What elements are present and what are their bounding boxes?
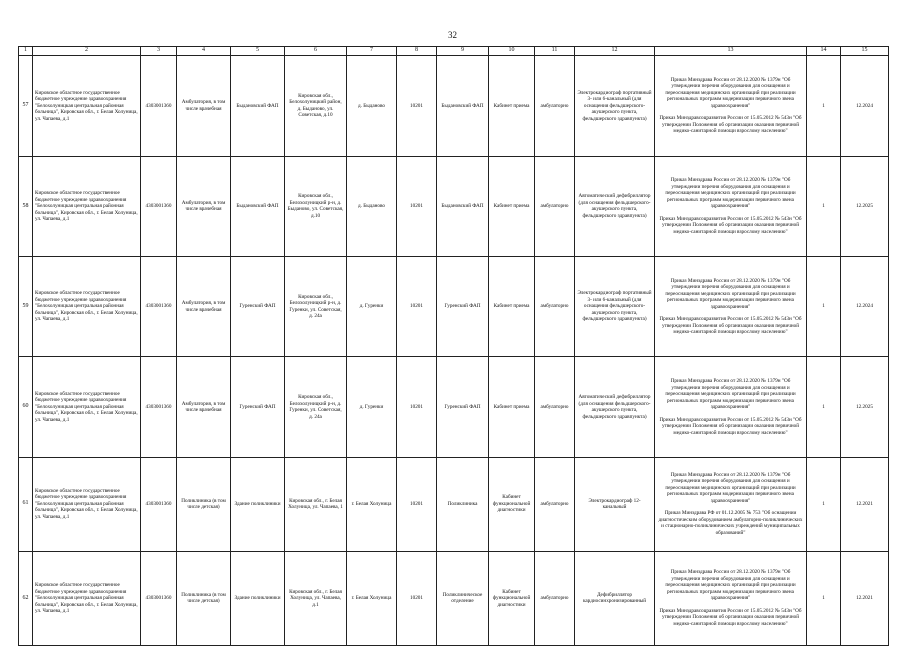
equipment-cell: Дефибриллятор кардиосинхронизированный [575,551,655,645]
row-number: 62 [19,551,33,645]
room-cell: Кабинет функциональной диагностики [489,457,535,551]
table-row [19,357,889,457]
order-text: Приказ Минздрава России от 28.12.2020 № 1379н "Об утверждении перечня оборудования для оснащения и переоснащения медицинских организаций при реализации региональных программ модернизации первичного звена здравоохранения" [665,471,796,504]
inn-cell: 4303001360 [141,551,177,645]
column-number: 1 [19,47,33,56]
organization-cell: Кировское областное государственное бюджетное учреждение здравоохранения "Белохолуницкая центральная районная больница", Кировская обл., г. Белая Холуница, ул. Чапаева, д.1 [33,551,141,645]
inn-cell: 4303001360 [141,457,177,551]
regulatory-order-cell [655,156,807,256]
code-cell: 10201 [397,156,437,256]
room-cell: Кабинет приема [489,256,535,356]
row-number: 60 [19,357,33,457]
column-number: 7 [347,47,397,56]
row-number: 58 [19,156,33,256]
row-number: 61 [19,457,33,551]
code-cell: 10201 [397,56,437,156]
column-number: 11 [535,47,575,56]
order-text: Приказ Минздрава России от 28.12.2020 № 1379н "Об утверждении перечня оборудования для оснащения и переоснащения медицинских организаций при реализации региональных программ модернизации первичного звена здравоохранения" [665,277,796,310]
table-row [19,56,889,156]
table-row [19,256,889,356]
care-form-cell: амбулаторно [535,551,575,645]
subunit-cell: Поликлиника [437,457,489,551]
order-text: Приказ Минздравсоцразвития России от 15.05.2012 № 543н "Об утверждении Положения об организации оказания первичной медико-санитарной помощи взрослому населению" [659,416,802,436]
date-cell: 12.2021 [841,551,889,645]
quantity-cell: 1 [807,156,841,256]
column-number: 5 [231,47,285,56]
subunit-cell: Гуренский ФАП [437,357,489,457]
column-number: 14 [807,47,841,56]
quantity-cell: 1 [807,256,841,356]
inn-cell: 4303001360 [141,56,177,156]
organization-cell: Кировское областное государственное бюджетное учреждение здравоохранения "Белохолуницкая центральная районная больница", Кировская обл., г. Белая Холуница, ул. Чапаева, д.1 [33,457,141,551]
address-cell: Кировская обл., г. Белая Холуница, ул. Чапаева, д.1 [285,551,347,645]
care-form-cell: амбулаторно [535,256,575,356]
column-number: 10 [489,47,535,56]
organization-cell: Кировское областное государственное бюджетное учреждение здравоохранения "Белохолуницкая центральная районная больница", Кировская обл., г. Белая Холуница, ул. Чапаева, д.1 [33,357,141,457]
equipment-cell: Электрокардиограф портативный 3- или 6-канальный (для оснащения фельдшерского-акушерского пункта, фельдшерского здравпункта) [575,56,655,156]
regulatory-order-cell [655,457,807,551]
unit-name-cell: Здание поликлиники [231,457,285,551]
facility-type-cell: Амбулатория, в том числе врачебная [177,56,231,156]
date-cell: 12.2025 [841,357,889,457]
care-form-cell: амбулаторно [535,56,575,156]
inn-cell: 4303001360 [141,357,177,457]
address-cell: Кировская обл., Белохолуницкий р-н, д. Быданово, ул. Советская, д.10 [285,156,347,256]
equipment-cell: Электрокардиограф 12-канальный [575,457,655,551]
unit-name-cell: Быдановский ФАП [231,56,285,156]
code-cell: 10201 [397,457,437,551]
unit-name-cell: Быдановский ФАП [231,156,285,256]
date-cell: 12.2025 [841,156,889,256]
code-cell: 10201 [397,256,437,356]
equipment-cell: Электрокардиограф портативный 3- или 6-канальный (для оснащения фельдшерского-акушерского пункта, фельдшерского здравпункта) [575,256,655,356]
organization-cell: Кировское областное государственное бюджетное учреждение здравоохранения "Белохолуницкая центральная районная больница", Кировская обл., г. Белая Холуница, ул. Чапаева, д.1 [33,256,141,356]
organization-cell: Кировское областное государственное бюджетное учреждение здравоохранения "Белохолуницкая центральная районная больница", Кировская обл., г. Белая Холуница, ул. Чапаева, д.1 [33,56,141,156]
order-text: Приказ Минздравсоцразвития России от 15.05.2012 № 543н "Об утверждении Положения об организации оказания первичной медико-санитарной помощи взрослому населению" [659,316,802,336]
date-cell: 12.2024 [841,56,889,156]
care-form-cell: амбулаторно [535,457,575,551]
care-form-cell: амбулаторно [535,357,575,457]
locality-cell: д. Быданово [347,56,397,156]
regulatory-order-cell [655,357,807,457]
order-text: Приказ Минздравсоцразвития России от 15.05.2012 № 543н "Об утверждении Положения об организации оказания первичной медико-санитарной помощи взрослому населению" [659,215,802,235]
quantity-cell: 1 [807,551,841,645]
subunit-cell: Быдановский ФАП [437,56,489,156]
table-row [19,156,889,256]
facility-type-cell: Поликлиника (в том числе детская) [177,457,231,551]
subunit-cell: Поликлиническое отделение [437,551,489,645]
table-row [19,551,889,645]
facility-type-cell: Поликлиника (в том числе детская) [177,551,231,645]
quantity-cell: 1 [807,56,841,156]
locality-cell: д. Гуренки [347,357,397,457]
order-text: Приказ Минздрава России от 28.12.2020 № 1379н "Об утверждении перечня оборудования для оснащения и переоснащения медицинских организаций при реализации региональных программ модернизации первичного звена здравоохранения" [665,76,796,109]
order-text: Приказ Минздрава России от 28.12.2020 № 1379н "Об утверждении перечня оборудования для оснащения и переоснащения медицинских организаций при реализации региональных программ модернизации первичного звена здравоохранения" [665,177,796,210]
column-number: 9 [437,47,489,56]
room-cell: Кабинет приема [489,56,535,156]
equipment-cell: Автоматический дефибриллятор (для оснащения фельдшерского-акушерского пункта, фельдшерского здравпункта) [575,357,655,457]
order-text: Приказ Минздравсоцразвития России от 15.05.2012 № 543н "Об утверждении Положения об организации оказания первичной медико-санитарной помощи взрослому населению" [659,115,802,135]
column-number: 6 [285,47,347,56]
locality-cell: д. Гуренки [347,256,397,356]
quantity-cell: 1 [807,457,841,551]
row-number: 57 [19,56,33,156]
column-number: 3 [141,47,177,56]
care-form-cell: амбулаторно [535,156,575,256]
address-cell: Кировская обл., Белохолуницкий р-н, д. Гуренки, ул. Советская, д. 24а [285,256,347,356]
order-text: Приказ Минздрава России от 28.12.2020 № 1379н "Об утверждении перечня оборудования для оснащения и переоснащения медицинских организаций при реализации региональных программ модернизации первичного звена здравоохранения" [665,378,796,410]
unit-name-cell: Гуренский ФАП [231,256,285,356]
date-cell: 12.2021 [841,457,889,551]
code-cell: 10201 [397,551,437,645]
room-cell: Кабинет функциональной диагностики [489,551,535,645]
facility-type-cell: Амбулатория, в том числе врачебная [177,156,231,256]
address-cell: Кировская обл., Белохолуницкий р-н, д. Гуренки, ул. Советская, д. 24а [285,357,347,457]
subunit-cell: Гуренский ФАП [437,256,489,356]
order-text: Приказ Минздравсоцразвития России от 15.05.2012 № 543н "Об утверждении Положения об организации оказания первичной медико-санитарной помощи взрослому населению" [659,607,802,627]
date-cell: 12.2024 [841,256,889,356]
address-cell: Кировская обл., г. Белая Холуница, ул. Чапаева, 1 [285,457,347,551]
code-cell: 10201 [397,357,437,457]
unit-name-cell: Здание поликлиники [231,551,285,645]
room-cell: Кабинет приема [489,357,535,457]
unit-name-cell: Гуренский ФАП [231,357,285,457]
subunit-cell: Быдановский ФАП [437,156,489,256]
locality-cell: г. Белая Холуница [347,457,397,551]
facility-type-cell: Амбулатория, в том числе врачебная [177,357,231,457]
locality-cell: г. Белая Холуница [347,551,397,645]
table-row [19,457,889,551]
regulatory-order-cell [655,56,807,156]
regulatory-order-cell [655,551,807,645]
column-number: 4 [177,47,231,56]
column-number-row [19,47,889,56]
column-number: 15 [841,47,889,56]
address-cell: Кировская обл., Белохолуницкий район, д. Быданово, ул. Советская, д.10 [285,56,347,156]
column-number: 2 [33,47,141,56]
order-text: Приказ Минздрава РФ от 01.12.2005 № 753 "Об оснащении диагностическим оборудованием амбулаторно-поликлинических и стационарно-поликлинических учреждений муниципальных образований" [658,510,803,536]
column-number: 12 [575,47,655,56]
row-number: 59 [19,256,33,356]
column-number: 13 [655,47,807,56]
column-number: 8 [397,47,437,56]
facility-type-cell: Амбулатория, в том числе врачебная [177,256,231,356]
order-text: Приказ Минздрава России от 28.12.2020 № 1379н "Об утверждении перечня оборудования для оснащения и переоснащения медицинских организаций при реализации региональных программ модернизации первичного звена здравоохранения" [665,569,796,602]
inn-cell: 4303001360 [141,256,177,356]
organization-cell: Кировское областное государственное бюджетное учреждение здравоохранения "Белохолуницкая центральная районная больница", Кировская обл., г. Белая Холуница, ул. Чапаева, д.1 [33,156,141,256]
equipment-register-table [18,46,889,646]
room-cell: Кабинет приема [489,156,535,256]
equipment-cell: Автоматический дефибриллятор (для оснащения фельдшерского-акушерского пункта, фельдшерского здравпункта) [575,156,655,256]
inn-cell: 4303001360 [141,156,177,256]
page-number: 32 [448,30,457,40]
quantity-cell: 1 [807,357,841,457]
locality-cell: д. Быданово [347,156,397,256]
regulatory-order-cell [655,256,807,356]
